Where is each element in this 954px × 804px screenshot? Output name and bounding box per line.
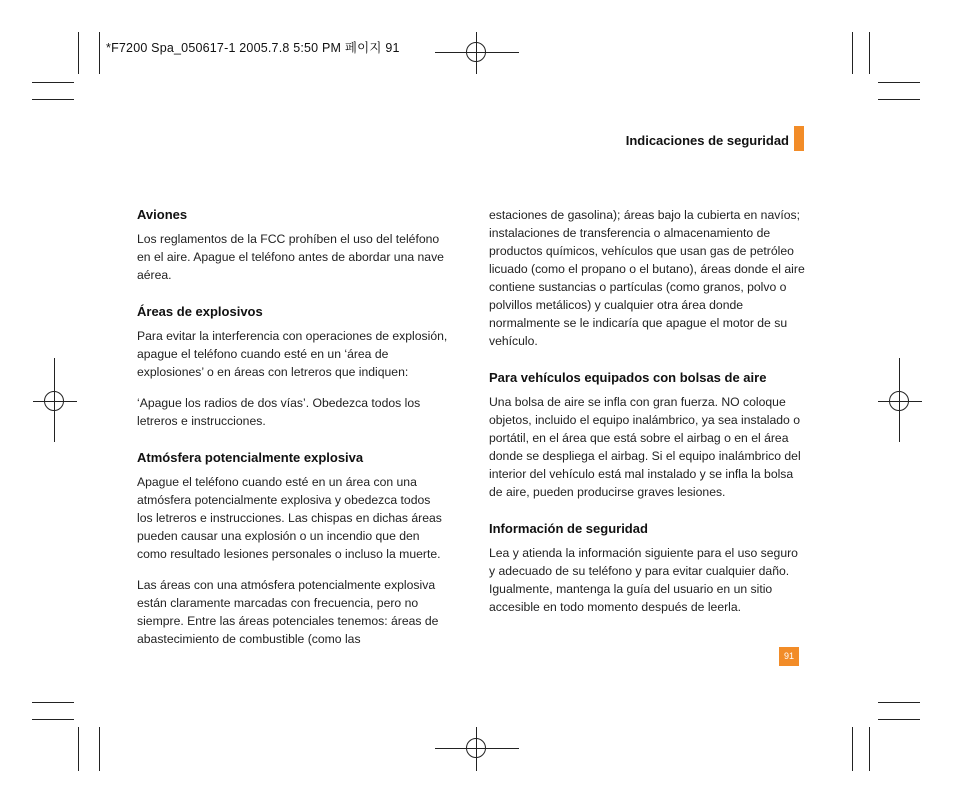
paragraph: Los reglamentos de la FCC prohíben el uso del teléfono en el aire. Apague el teléfono antes de abordar una nave aérea. [137, 232, 444, 282]
left-column [137, 206, 449, 667]
section-aviones [137, 206, 449, 284]
paragraph: Para evitar la interferencia con operaciones de explosión, apague el teléfono cuando esté en un ‘área de explosiones’ o en áreas con letreros que indiquen: [137, 329, 448, 379]
paragraph: Apague el teléfono cuando esté en un área con una atmósfera potencialmente explosiva y obedezca todos los letreros e instrucciones. Las chispas en dichas áreas pueden causar una explosión o un incendio que den como resultado lesiones personales o incluso la muerte. [137, 475, 442, 561]
section-heading: Información de seguridad [489, 521, 648, 536]
section-header-title: Indicaciones de seguridad [625, 133, 789, 148]
section-heading: Para vehículos equipados con bolsas de aire [489, 370, 767, 385]
paragraph: estaciones de gasolina); áreas bajo la cubierta en navíos; instalaciones de transferencia o almacenamiento de productos químicos, vehículos que usan gas de petróleo licuado (como el propano o el butano), áreas donde el aire contiene sustancias o partículas (como granos, polvo o polvillos metálicos) y cualquier otra área donde normalmente se le indicaría que apague el motor de su vehículo. [489, 208, 805, 348]
section-heading: Atmósfera potencialmente explosiva [137, 450, 364, 465]
page-number-badge: 91 [779, 647, 799, 666]
paragraph: Lea y atienda la información siguiente para el uso seguro y adecuado de su teléfono y para evitar cualquier daño. Igualmente, mantenga la guía del usuario en un sitio accesible en todo momento después de leerla. [489, 546, 798, 614]
section-bolsas-aire [489, 369, 805, 501]
paragraph: Las áreas con una atmósfera potencialmente explosiva están claramente marcadas con frecuencia, pero no siempre. Entre las áreas potenciales tenemos: áreas de abastecimiento de combustible (como las [137, 578, 439, 646]
paragraph: ‘Apague los radios de dos vías’. Obedezca todos los letreros e instrucciones. [137, 396, 421, 428]
section-areas-explosivos [137, 303, 449, 430]
print-slug: *F7200 Spa_050617-1 2005.7.8 5:50 PM 페이지 91 [106, 41, 400, 55]
section-heading: Áreas de explosivos [137, 304, 263, 319]
section-heading: Aviones [137, 207, 188, 222]
section-tab-marker [794, 126, 804, 151]
section-atmosfera-explosiva [137, 449, 449, 648]
right-column [489, 206, 805, 635]
paragraph: Una bolsa de aire se infla con gran fuerza. NO coloque objetos, incluido el equipo inalámbrico, ya sea instalado o portátil, en el área que está sobre el airbag o en el área donde se despliega el airbag. Si el equipo inalámbrico del interior del vehículo está mal instalado y se infla la bolsa de aire, pueden producirse graves lesiones. [489, 395, 801, 499]
section-informacion-seguridad [489, 520, 805, 616]
continuation-block [489, 206, 805, 350]
